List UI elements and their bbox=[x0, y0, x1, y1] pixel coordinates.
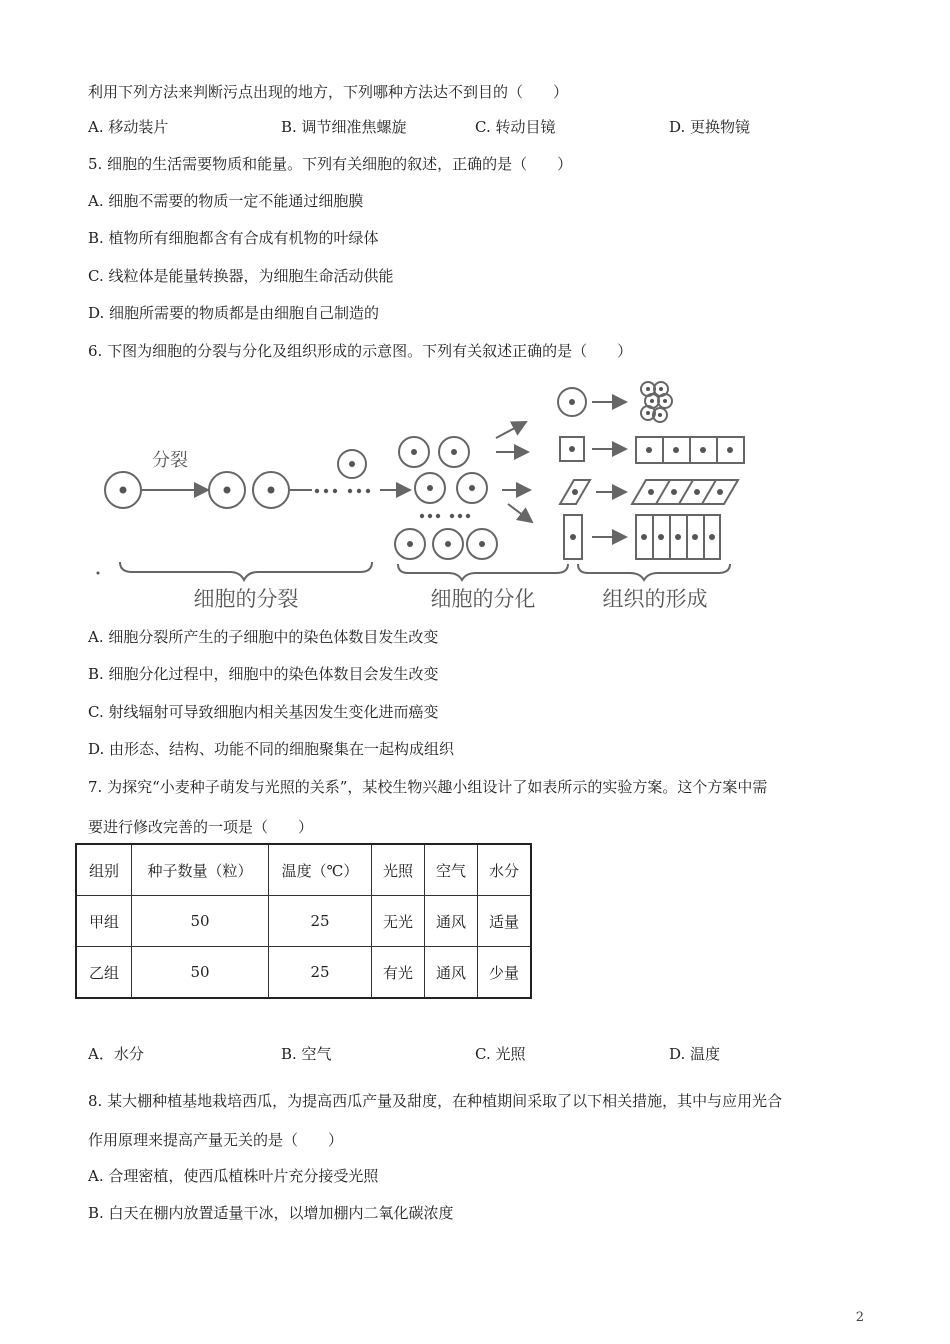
table-header-row bbox=[76, 844, 531, 896]
q7-option-d: D. 温度 bbox=[669, 1045, 721, 1063]
round-cell bbox=[558, 388, 586, 416]
q5-option-c: C. 线粒体是能量转换器，为细胞生命活动供能 bbox=[88, 267, 394, 285]
q4-stem: 利用下列方法来判断污点出现的地方，下列哪种方法达不到目的（ ） bbox=[88, 83, 569, 101]
table-cell: 有光 bbox=[372, 947, 425, 999]
cell-group bbox=[395, 437, 497, 559]
label-cell-differentiation: 细胞的分化 bbox=[430, 587, 536, 611]
q4-option-c: C. 转动目镜 bbox=[475, 118, 556, 136]
q6-stem: 6. 下图为细胞的分裂与分化及组织形成的示意图。下列有关叙述正确的是（ ） bbox=[88, 342, 633, 360]
parallelogram-cell-tissue bbox=[632, 480, 738, 504]
q4-options bbox=[88, 117, 908, 137]
q5-option-b: B. 植物所有细胞都含有合成有机物的叶绿体 bbox=[88, 229, 379, 247]
table-cell: 25 bbox=[269, 947, 372, 999]
label-tissue-formation: 组织的形成 bbox=[602, 587, 708, 611]
division-arrow-label: 分裂 bbox=[152, 450, 188, 471]
table-cell: 通风 bbox=[425, 896, 478, 947]
q4-option-b: B. 调节细准焦螺旋 bbox=[281, 118, 407, 136]
q8-option-b: B. 白天在棚内放置适量干冰，以增加棚内二氧化碳浓度 bbox=[88, 1204, 454, 1222]
round-cell-cluster bbox=[641, 382, 672, 422]
parallelogram-cell bbox=[560, 480, 590, 504]
q7-stem-line1: 7. 为探究“小麦种子萌发与光照的关系”，某校生物兴趣小组设计了如表所示的实验方案。这个方案中需 bbox=[88, 778, 768, 796]
q7-option-a: A．水分 bbox=[88, 1045, 144, 1063]
dividing-cell-3 bbox=[253, 472, 289, 508]
dividing-cell-small bbox=[338, 450, 366, 478]
ellipsis-dots-2 bbox=[420, 514, 470, 518]
label-cell-division: 细胞的分裂 bbox=[193, 587, 299, 611]
q8-option-a: A. 合理密植，使西瓜植株叶片充分接受光照 bbox=[88, 1167, 379, 1185]
q5-option-d: D. 细胞所需要的物质都是由细胞自己制造的 bbox=[88, 304, 380, 322]
q7-stem-line2: 要进行修改完善的一项是（ ） bbox=[88, 818, 314, 836]
q5-option-a: A. 细胞不需要的物质一定不能通过细胞膜 bbox=[88, 192, 364, 210]
brace-tissue bbox=[578, 564, 730, 580]
rectangle-cell bbox=[564, 515, 582, 559]
table-cell: 无光 bbox=[372, 896, 425, 947]
brace-division bbox=[120, 562, 372, 580]
square-cell-tissue bbox=[636, 437, 744, 463]
dividing-cell-1 bbox=[105, 472, 141, 508]
table-cell: 乙组 bbox=[76, 947, 132, 999]
q6-option-a: A. 细胞分裂所产生的子细胞中的染色体数目发生改变 bbox=[88, 628, 439, 646]
page-number: 2 bbox=[855, 1310, 864, 1325]
rectangle-cell-tissue bbox=[636, 515, 720, 559]
q4-option-d: D. 更换物镜 bbox=[669, 118, 751, 136]
square-cell bbox=[560, 437, 584, 461]
table-header-cell: 种子数量（粒） bbox=[132, 844, 269, 896]
table-cell: 甲组 bbox=[76, 896, 132, 947]
q7-option-b: B. 空气 bbox=[281, 1045, 332, 1063]
table-header-cell: 温度（℃） bbox=[269, 844, 372, 896]
brace-differentiation bbox=[398, 564, 568, 580]
experiment-table bbox=[75, 843, 532, 999]
table-row bbox=[76, 947, 531, 999]
table-cell: 通风 bbox=[425, 947, 478, 999]
table-cell: 适量 bbox=[478, 896, 532, 947]
q4-option-a: A. 移动装片 bbox=[88, 118, 169, 136]
q8-stem-line2: 作用原理来提高产量无关的是（ ） bbox=[88, 1131, 344, 1149]
q6-option-c: C. 射线辐射可导致细胞内相关基因发生变化进而癌变 bbox=[88, 703, 439, 721]
table-header-cell: 光照 bbox=[372, 844, 425, 896]
table-cell: 50 bbox=[132, 896, 269, 947]
ellipsis-dots-1 bbox=[315, 489, 370, 493]
q6-option-d: D. 由形态、结构、功能不同的细胞聚集在一起构成组织 bbox=[88, 740, 455, 758]
table-header-cell: 空气 bbox=[425, 844, 478, 896]
table-cell: 50 bbox=[132, 947, 269, 999]
q8-stem-line1: 8. 某大棚种植基地栽培西瓜，为提高西瓜产量及甜度，在种植期间采取了以下相关措施，其中与应用光合 bbox=[88, 1092, 783, 1110]
table-cell: 25 bbox=[269, 896, 372, 947]
dividing-cell-2 bbox=[209, 472, 245, 508]
q7-options bbox=[88, 1044, 908, 1064]
q7-option-c: C. 光照 bbox=[475, 1045, 526, 1063]
table-header-cell: 水分 bbox=[478, 844, 532, 896]
table-row bbox=[76, 896, 531, 947]
q5-stem: 5. 细胞的生活需要物质和能量。下列有关细胞的叙述，正确的是（ ） bbox=[88, 155, 573, 173]
table-header-cell: 组别 bbox=[76, 844, 132, 896]
table-cell: 少量 bbox=[478, 947, 532, 999]
q6-option-b: B. 细胞分化过程中，细胞中的染色体数目会发生改变 bbox=[88, 665, 439, 683]
cell-division-differentiation-diagram bbox=[90, 380, 750, 620]
